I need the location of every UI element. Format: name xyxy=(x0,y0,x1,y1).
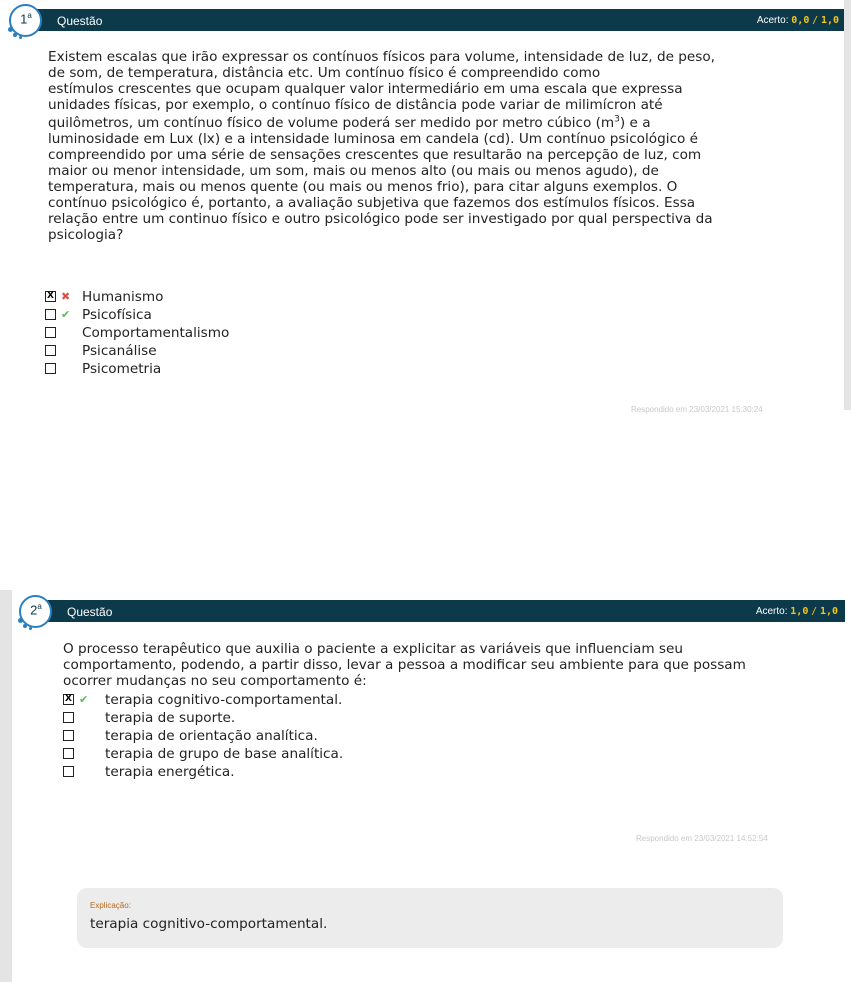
option-item[interactable] xyxy=(45,342,445,360)
question-number: 2$^a$ xyxy=(30,602,42,618)
explanation-title: Explicação: xyxy=(90,901,131,910)
option-label: Psicofísica xyxy=(82,307,152,323)
checkbox[interactable] xyxy=(45,345,56,356)
option-item[interactable] xyxy=(63,727,463,745)
score xyxy=(756,606,838,617)
option-label: terapia de grupo de base analítica. xyxy=(105,746,344,762)
badge-dot xyxy=(19,36,22,39)
correct-icon: ✔ xyxy=(61,308,71,321)
options-list xyxy=(45,288,445,378)
option-label: Psicometria xyxy=(82,361,162,377)
option-label: Psicanálise xyxy=(82,343,157,359)
badge-dot xyxy=(13,33,17,37)
option-item[interactable] xyxy=(63,691,463,709)
badge-dot xyxy=(29,627,32,630)
option-label: terapia de suporte. xyxy=(105,710,236,726)
option-item[interactable] xyxy=(63,763,463,781)
score-total: 1,0 xyxy=(820,15,839,26)
score-separator: / xyxy=(812,15,819,26)
options-list xyxy=(63,691,463,781)
badge-dot xyxy=(18,618,23,623)
wrong-icon: ✖ xyxy=(61,290,71,303)
checkbox[interactable] xyxy=(63,766,74,777)
question-header xyxy=(18,9,844,31)
checkbox[interactable] xyxy=(45,309,56,320)
explanation-text: terapia cognitivo-comportamental. xyxy=(90,916,328,932)
option-label: terapia energética. xyxy=(105,764,235,780)
question-title: Questão xyxy=(57,14,103,28)
score-value: 0,0 xyxy=(791,15,810,26)
question-number: 1$^a$ xyxy=(20,11,32,27)
page-gutter-right xyxy=(844,0,851,410)
option-item[interactable] xyxy=(63,709,463,727)
checkbox[interactable] xyxy=(63,730,74,741)
checkbox[interactable]: X xyxy=(63,694,74,705)
question-text: Existem escalas que irão expressar os contínuos físicos para volume, intensidade de luz, de peso, de som, de temperatura, distância etc. Um contínuo físico é compreendido como estímulos crescentes que ocupam qualquer valor intermediário em uma escala que expressa unidades físicas, por exemplo, o contínuo físico de distância pode variar de milimícron até quilômetros, um contínuo físico de volume poderá ser medido por metro cúbico $(m^3)$ e a luminosidade em Lux (lx) e a intensidade luminosa em candela (cd). Um contínuo psicológico é compreendido por uma série de sensações crescentes que resultarão na percepção de luz, com maior ou menor intensidade, um som, mais ou menos alto (ou mais ou menos agudo), de temperatura, mais ou menos quente (ou mais ou menos frio), para citar alguns exemplos. O contínuo psicológico é, portanto, a avaliação subjetiva que fazemos dos estímulos físicos. Essa relação entre um continuo físico e outro psicológico pode ser investigado por qual perspectiva da psicologia? xyxy=(48,49,715,243)
checkbox[interactable]: X xyxy=(45,291,56,302)
question-number-badge xyxy=(16,592,54,630)
option-item[interactable] xyxy=(45,324,445,342)
page-gutter-left xyxy=(0,590,12,982)
badge-dot xyxy=(23,624,27,628)
option-label: terapia de orientação analítica. xyxy=(105,728,318,744)
question-text: O processo terapêutico que auxilia o paciente a explicitar as variáveis que influenciam seu comportamento, podendo, a partir disso, levar a pessoa a modificar seu ambiente para que possam ocorrer mudanças no seu comportamento é: xyxy=(63,641,746,689)
option-item[interactable] xyxy=(45,360,445,378)
checkbox[interactable] xyxy=(45,363,56,374)
question-header xyxy=(26,600,845,622)
question-number-badge xyxy=(6,1,44,39)
option-item[interactable] xyxy=(45,306,445,324)
explanation-box xyxy=(77,888,783,948)
score-separator: / xyxy=(811,606,818,617)
option-label: Humanismo xyxy=(82,289,164,305)
checkbox[interactable] xyxy=(63,748,74,759)
score-total: 1,0 xyxy=(819,606,838,617)
option-item[interactable] xyxy=(45,288,445,306)
question-title: Questão xyxy=(67,605,113,619)
correct-icon: ✔ xyxy=(79,693,89,706)
option-item[interactable] xyxy=(63,745,463,763)
score-label: Acerto: xyxy=(755,606,788,617)
option-label: Comportamentalismo xyxy=(82,325,230,341)
answered-timestamp: Respondido em 23/03/2021 14:52:54 xyxy=(636,834,768,843)
checkbox[interactable] xyxy=(63,712,74,723)
badge-dot xyxy=(8,27,13,32)
answered-timestamp: Respondido em 23/03/2021 15:30:24 xyxy=(631,405,763,414)
score xyxy=(757,15,839,26)
score-value: 1,0 xyxy=(790,606,809,617)
score-label: Acerto: xyxy=(756,15,789,26)
checkbox[interactable] xyxy=(45,327,56,338)
option-label: terapia cognitivo-comportamental. xyxy=(105,692,343,708)
